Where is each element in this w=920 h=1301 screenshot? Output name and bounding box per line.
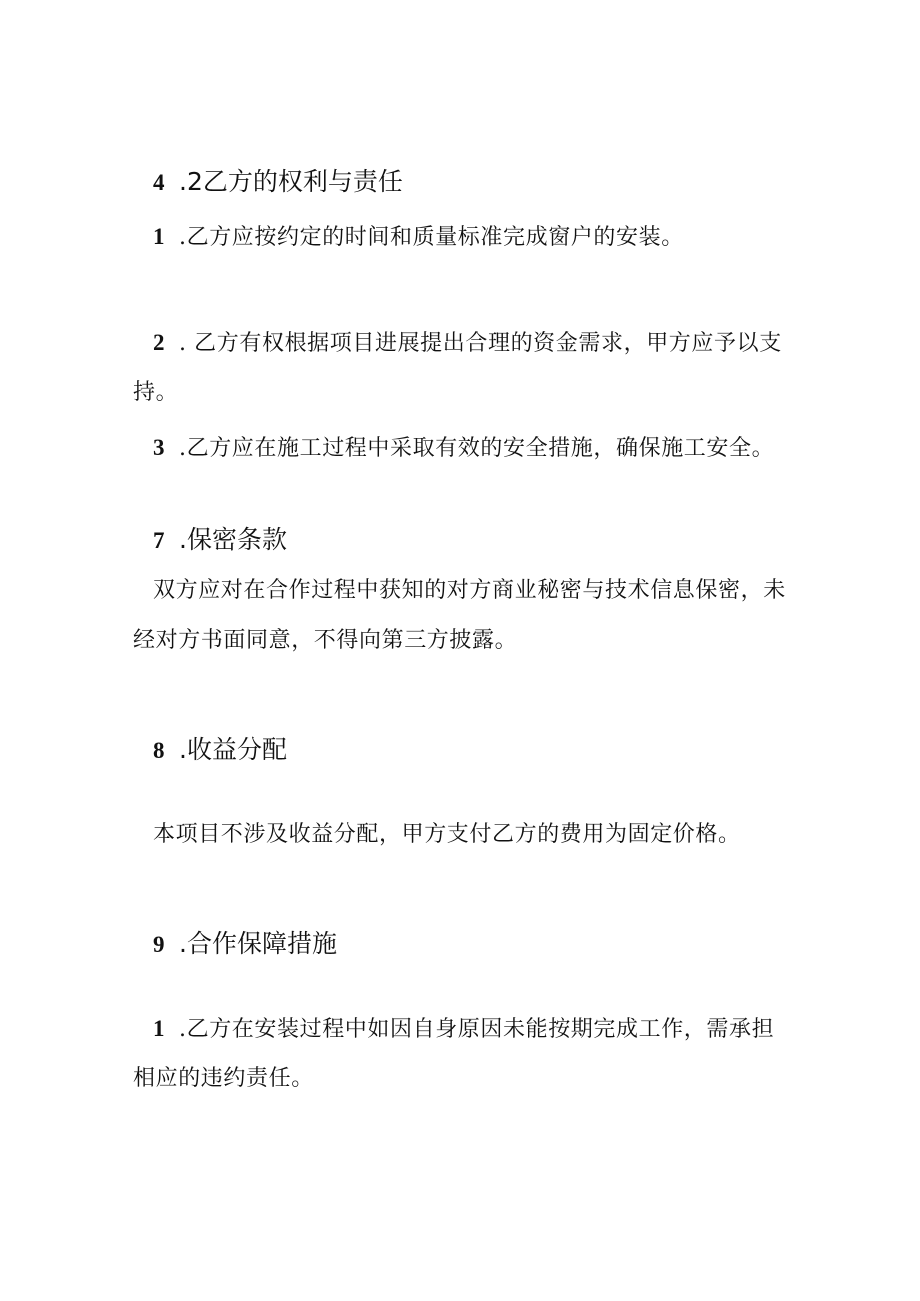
item-text: .乙方应按约定的时间和质量标准完成窗户的安装。 xyxy=(179,225,684,250)
section-number: 4 xyxy=(153,170,165,195)
item-text: . 乙方有权根据项目进展提出合理的资金需求，甲方应予以支 xyxy=(179,331,782,356)
item-number: 1 xyxy=(153,1016,166,1041)
item-text: .乙方应在施工过程中采取有效的安全措施，确保施工安全。 xyxy=(179,436,775,461)
section-heading-8 xyxy=(153,735,287,766)
item-number: 2 xyxy=(153,330,166,355)
list-item xyxy=(153,328,782,359)
paragraph-line: 经对方书面同意，不得向第三方披露。 xyxy=(133,628,518,653)
section-number: 9 xyxy=(153,932,165,957)
section-heading-7 xyxy=(153,525,287,556)
section-heading-4-2 xyxy=(153,167,403,198)
item-text-continuation: 相应的违约责任。 xyxy=(133,1066,314,1091)
item-text-continuation: 持。 xyxy=(133,380,179,405)
section-title: .保密条款 xyxy=(179,525,287,554)
section-title: .收益分配 xyxy=(179,735,287,764)
list-item xyxy=(153,433,774,464)
section-title: .合作保障措施 xyxy=(179,929,337,958)
paragraph-line: 本项目不涉及收益分配，甲方支付乙方的费用为固定价格。 xyxy=(153,822,741,847)
section-title: .2乙方的权利与责任 xyxy=(179,167,403,196)
section-number: 7 xyxy=(153,528,165,553)
section-heading-9 xyxy=(153,929,337,960)
item-text: .乙方在安装过程中如因自身原因未能按期完成工作，需承担 xyxy=(179,1017,775,1042)
paragraph-line: 双方应对在合作过程中获知的对方商业秘密与技术信息保密，未 xyxy=(153,578,786,603)
item-number: 3 xyxy=(153,435,166,460)
list-item xyxy=(153,1014,774,1045)
list-item xyxy=(153,222,684,253)
item-number: 1 xyxy=(153,224,166,249)
section-number: 8 xyxy=(153,738,165,763)
